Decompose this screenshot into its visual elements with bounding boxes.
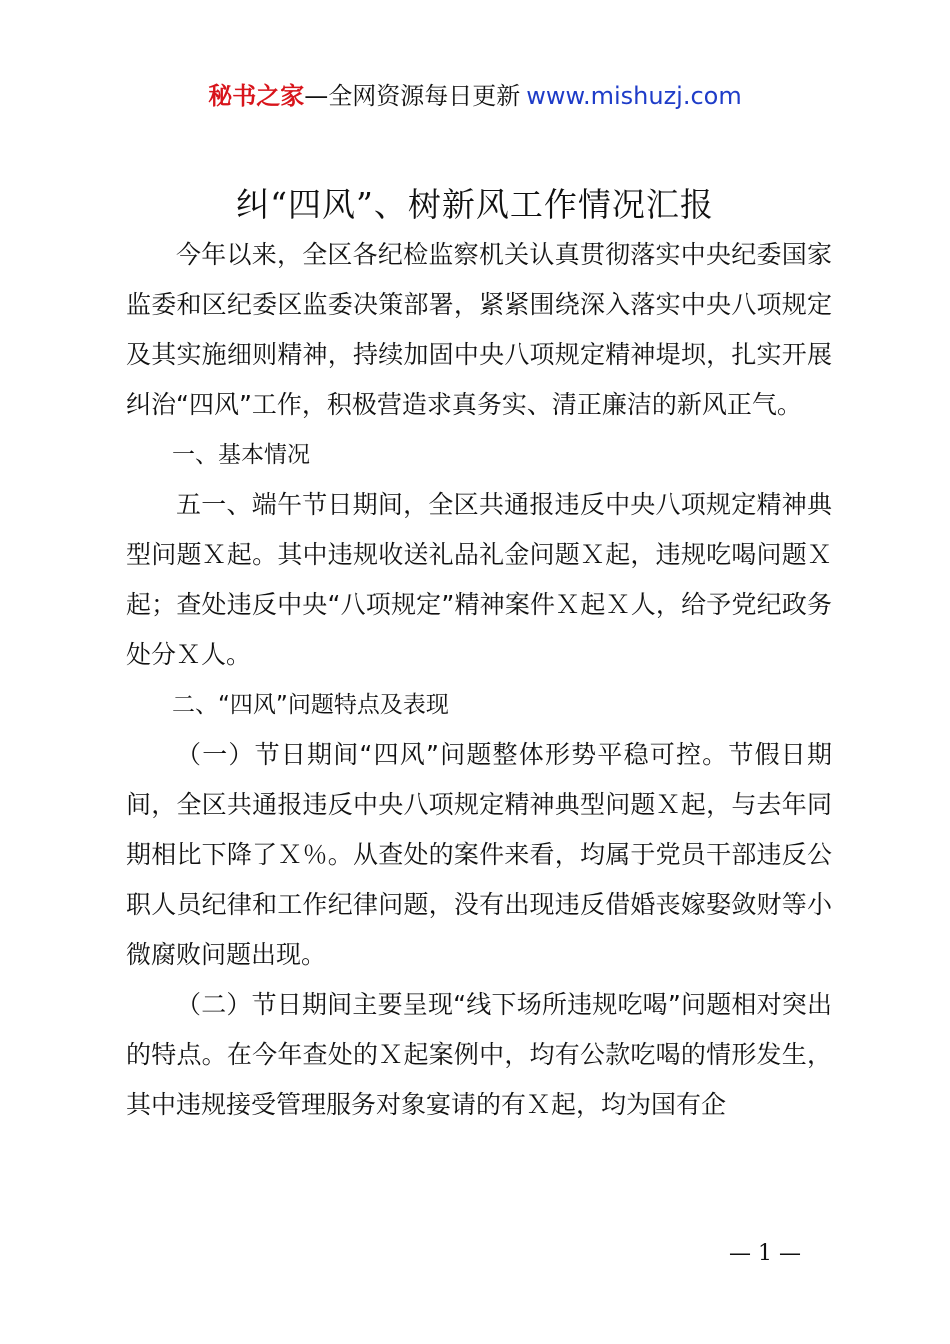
document-body — [126, 230, 832, 1130]
paragraph-intro: 今年以来，全区各纪检监察机关认真贯彻落实中央纪委国家监委和区纪委区监委决策部署，紧紧围绕深入落实中央八项规定及其实施细则精神，持续加固中央八项规定精神堤坝，扎实开展纠治“四风”工作，积极营造求真务实、清正廉洁的新风正气。 — [126, 240, 832, 419]
site-brand: 秘书之家 — [208, 82, 305, 110]
site-header — [0, 80, 950, 112]
paragraph-feature-two: （二）节日期间主要呈现“线下场所违规吃喝”问题相对突出的特点。在今年查处的Ｘ起案例中，均有公款吃喝的情形发生，其中违规接受管理服务对象宴请的有Ｘ起，均为国有企 — [126, 990, 832, 1119]
section-heading-basic: 一、基本情况 — [172, 442, 310, 468]
site-url-link[interactable]: www.mishuzj.com — [526, 82, 742, 110]
paragraph-basic-situation: 五一、端午节日期间，全区共通报违反中央八项规定精神典型问题Ｘ起。其中违规收送礼品礼金问题Ｘ起，违规吃喝问题Ｘ起；查处违反中央“八项规定”精神案件Ｘ起Ｘ人，给予党纪政务处分Ｘ人。 — [126, 490, 832, 669]
page-number: — 1 — — [729, 1241, 801, 1266]
paragraph-feature-one: （一）节日期间“四风”问题整体形势平稳可控。节假日期间，全区共通报违反中央八项规定精神典型问题Ｘ起，与去年同期相比下降了Ｘ％。从查处的案件来看，均属于党员干部违反公职人员纪律和工作纪律问题，没有出现违反借婚丧嫁娶敛财等小微腐败问题出现。 — [126, 740, 832, 969]
document-title: 纠“四风”、树新风工作情况汇报 — [236, 185, 714, 224]
site-tagline: —全网资源每日更新 — [304, 82, 521, 110]
section-heading-features: 二、“四风”问题特点及表现 — [172, 692, 449, 718]
